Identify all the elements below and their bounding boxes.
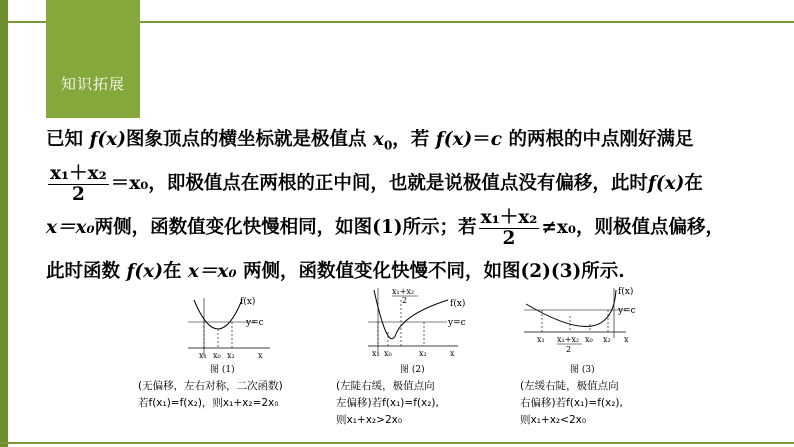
body-line-2 (46, 162, 786, 206)
math-sub: 0 (383, 138, 393, 153)
text-span: 已知 (46, 129, 90, 150)
figure-title: 图 (1) (210, 365, 235, 375)
math-fx: f(x) (126, 261, 163, 282)
math-fx: f(x) (435, 129, 473, 150)
math-fx: f(x) (647, 173, 685, 194)
fraction-numerator: x₁＋x₂ (480, 206, 538, 228)
tick-x1: x₁ (372, 349, 380, 358)
section-label: 知识拓展 (60, 75, 125, 93)
caption-line: (无偏移，左右对称，二次函数) (138, 380, 283, 392)
tick-x: x (450, 349, 455, 358)
figure-2 (362, 284, 472, 377)
math-fx: f(x) (89, 129, 126, 150)
tick-x0: x₀ (585, 335, 593, 344)
caption-line: (左陡右缓，极值点向 (336, 380, 435, 392)
fraction-numerator: x₁＋x₂ (50, 162, 107, 184)
mid-den: 2 (402, 296, 408, 305)
caption-line: 若f(x₁)=f(x₂)，则x₁+x₂=2x₀ (138, 397, 279, 409)
label-fx: f(x) (240, 297, 256, 307)
caption-line: 右偏移)若f(x₁)=f(x₂), (520, 397, 623, 409)
figure-1-caption (138, 378, 338, 412)
fraction-denominator: 2 (502, 227, 516, 249)
text-span: 在 (162, 261, 188, 282)
tick-x0: x₀ (384, 349, 392, 358)
figure-title: 图 (3) (570, 365, 595, 375)
bottom-rule (0, 442, 794, 444)
label-fx: f(x) (618, 287, 634, 297)
text-span: 图象顶点的横坐标就是极值点 (125, 129, 373, 150)
text-span: ＝ (472, 129, 491, 150)
math-x-eq: x＝x₀ (46, 217, 95, 238)
figure-3-caption (520, 378, 690, 429)
fraction (48, 164, 109, 205)
text-span: ≠x₀，则极值点偏移， (541, 217, 724, 238)
text-span: 在 (684, 173, 703, 194)
mid-label: x₁+x₂ (557, 335, 580, 344)
math-x0: x (372, 129, 384, 150)
tick-x2: x₂ (603, 335, 611, 344)
body-text (46, 118, 786, 294)
section-header-block (46, 0, 140, 118)
fraction-denominator: 2 (71, 183, 85, 205)
figure-title: 图 (2) (400, 365, 425, 375)
body-line-1 (46, 118, 786, 162)
curve (194, 300, 242, 329)
caption-line: (左缓右陡，极值点向 (520, 380, 619, 392)
caption-line: 则x₁+x₂>2x₀ (336, 414, 403, 426)
figure-1 (180, 290, 280, 375)
mid-label: x₁+x₂ (392, 287, 415, 296)
left-accent-strip (0, 0, 8, 447)
fraction (479, 208, 540, 249)
tick-x2: x₂ (227, 351, 235, 360)
body-line-3 (46, 206, 786, 250)
math-c: c (490, 129, 503, 150)
text-span: ，若 (392, 129, 436, 150)
math-x-eq: x＝x₀ (187, 261, 237, 282)
tick-x: x (258, 351, 263, 360)
tick-x1: x₁ (199, 351, 207, 360)
mid-den: 2 (566, 345, 572, 354)
text-span: 两侧，函数值变化快慢相同，如图(1)所示；若 (94, 217, 477, 238)
figure-3 (520, 286, 640, 376)
label-yc: y=c (448, 318, 466, 328)
tick-x0: x₀ (213, 351, 221, 360)
tick-x: x (624, 335, 629, 344)
text-span: ＝x₀，即极值点在两根的正中间，也就是说极值点没有偏移，此时 (110, 173, 648, 194)
tick-x1: x₁ (537, 335, 545, 344)
figure-2-caption (336, 378, 506, 429)
label-fx: f(x) (450, 299, 466, 309)
caption-line: 左偏移)若f(x₁)=f(x₂), (336, 397, 439, 409)
caption-line: 则x₁+x₂<2x₀ (520, 414, 587, 426)
tick-x2: x₂ (419, 349, 427, 358)
text-span: 两侧，函数值变化快慢不同，如图(2)(3)所示. (236, 261, 625, 282)
label-yc: y=c (246, 318, 264, 328)
text-span: 的两根的中点刚好满足 (502, 129, 694, 150)
label-yc: y=c (618, 306, 636, 316)
text-span: 此时函数 (46, 261, 127, 282)
